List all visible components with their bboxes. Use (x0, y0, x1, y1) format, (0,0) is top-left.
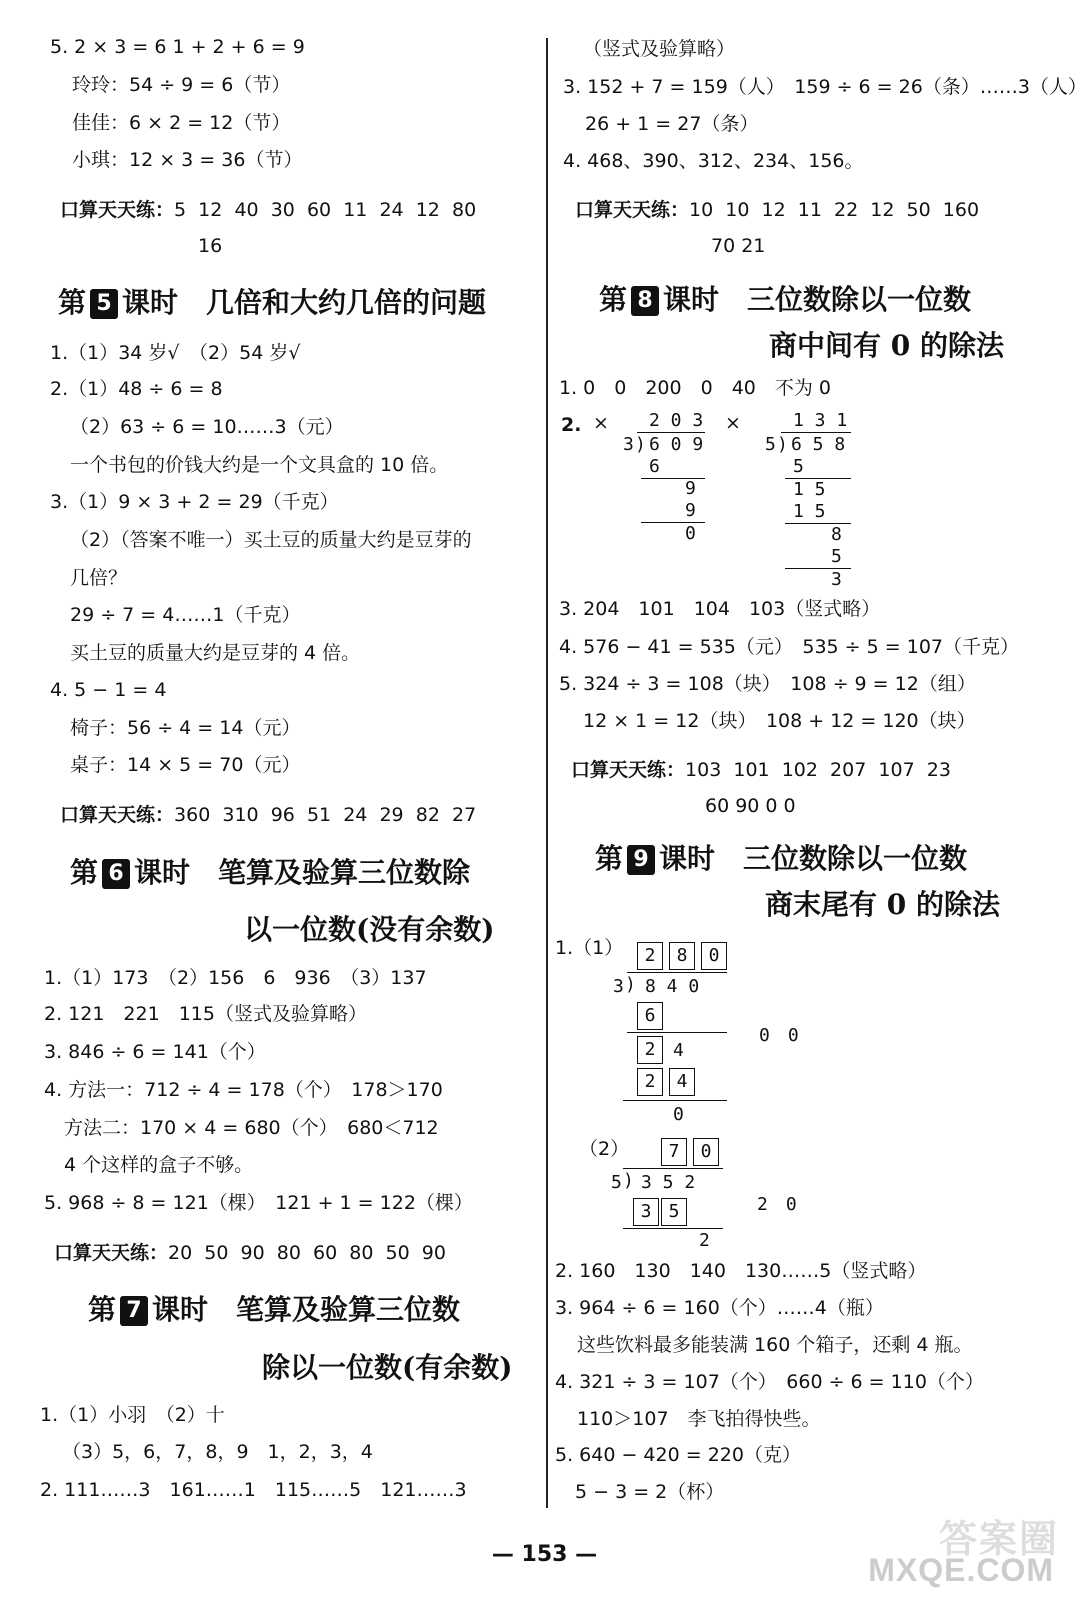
answer-box: 2 (637, 1068, 663, 1096)
step-line (623, 1228, 723, 1229)
left-column (40, 0, 540, 1540)
question-number: （2） (579, 1138, 630, 1160)
lesson-number-badge: 6 (102, 859, 130, 889)
oral-practice-values: 60 90 0 0 (705, 795, 796, 817)
column-divider (546, 38, 548, 1508)
answer-box: 2 (637, 1036, 663, 1064)
quotient: 2 0 3 (649, 410, 704, 431)
heading-prefix: 第 (70, 856, 99, 889)
section-heading (599, 282, 971, 318)
section-heading (595, 841, 967, 877)
answer-line: 方法二：170 × 4 = 680（个） 680＜712 (64, 1117, 439, 1139)
dividend: 6 5 8 (791, 434, 846, 455)
answer-box: 2 (637, 942, 663, 970)
answer-line: 4. 576 − 41 = 535（元） 535 ÷ 5 = 107（千克） (559, 636, 1019, 658)
answer-line: 佳佳：6 × 2 = 12（节） (72, 112, 291, 134)
answer-line: 1. 0 0 200 0 40 不为 0 (559, 377, 832, 399)
lesson-number-badge: 7 (120, 1296, 148, 1326)
lesson-number-badge: 9 (627, 845, 655, 875)
division-bar (623, 1168, 723, 1169)
oral-practice-values: 103 101 102 207 107 23 (685, 759, 951, 781)
oral-practice (54, 1240, 446, 1266)
dividend: 8 4 0 (645, 976, 700, 997)
answer-line: （2）（答案不唯一）买土豆的质量大约是豆芽的 (70, 529, 472, 551)
answer-box: 5 (661, 1198, 687, 1226)
answer-line: 5. 640 − 420 = 220（克） (555, 1444, 801, 1466)
heading-title-line2: 以一位数(没有余数) (244, 913, 495, 946)
right-column (555, 0, 1087, 1540)
heading-title-line2: 除以一位数(有余数) (262, 1351, 513, 1384)
answer-line: 26 + 1 = 27（条） (585, 113, 759, 135)
heading-title: 课时 笔算及验算三位数除 (134, 856, 471, 889)
dividend: 6 0 9 (649, 434, 704, 455)
answer-box: 3 (633, 1198, 659, 1226)
answer-line: 2. 111……3 161……1 115……5 121……3 (40, 1479, 467, 1501)
bracket: ) (777, 434, 788, 455)
bracket: ) (635, 434, 646, 455)
heading-prefix: 第 (599, 283, 628, 316)
answer-line: 5. 324 ÷ 3 = 108（块） 108 ÷ 9 = 12（组） (559, 673, 976, 695)
answer-line: 这些饮料最多能装满 160 个箱子，还剩 4 瓶。 (577, 1334, 973, 1356)
step-value: 5 (831, 546, 842, 567)
answer-line: 4. 468、390、312、234、156。 (563, 150, 864, 172)
heading-prefix: 第 (58, 286, 87, 319)
answer-line: 4. 方法一：712 ÷ 4 = 178（个） 178＞170 (44, 1079, 443, 1101)
question-number: 2. (561, 414, 582, 436)
step-value: 0 (673, 1104, 684, 1125)
step-value: 8 (831, 524, 842, 545)
answer-box: 6 (637, 1002, 663, 1030)
answer-line: 29 ÷ 7 = 4……1（千克） (70, 604, 301, 626)
answer-line: 2. 121 221 115（竖式及验算略） (44, 1003, 367, 1025)
answer-box: 8 (669, 942, 695, 970)
oral-practice-values: 70 21 (711, 235, 766, 257)
answer-line: 12 × 1 = 12（块） 108 + 12 = 120（块） (583, 710, 976, 732)
answer-line: 买土豆的质量大约是豆芽的 4 倍。 (70, 642, 361, 664)
step-value: 3 (831, 569, 842, 590)
answer-line: （竖式及验算略） (583, 38, 736, 60)
heading-title: 课时 三位数除以一位数 (659, 842, 968, 875)
step-value: 4 (673, 1040, 684, 1061)
answer-box: 0 (701, 942, 727, 970)
step-line (623, 1100, 727, 1101)
heading-prefix: 第 (88, 1293, 117, 1326)
answer-line: 5 − 3 = 2（杯） (575, 1481, 725, 1503)
step-value: 9 (685, 500, 696, 521)
question-number: 1.（1） (555, 937, 624, 959)
oral-practice-label: 口算天天练： (54, 1242, 169, 1264)
heading-title-line2: 商中间有 0 的除法 (769, 329, 1004, 362)
answer-box: 7 (661, 1138, 687, 1166)
answer-line: 玲玲：54 ÷ 9 = 6（节） (72, 74, 291, 96)
oral-practice (60, 802, 476, 828)
divisor: 5 (765, 434, 776, 455)
answer-line: （3）5，6，7，8，9 1，2，3，4 (62, 1441, 373, 1463)
step-value: 1 5 (793, 479, 826, 500)
dividend: 3 5 2 (641, 1172, 696, 1193)
heading-title-line2: 商末尾有 0 的除法 (765, 888, 1000, 921)
answer-line: 4 个这样的盒子不够。 (64, 1154, 254, 1176)
answer-line: 几倍？ (70, 567, 128, 589)
step-value: 1 5 (793, 501, 826, 522)
divisor: 5 (611, 1172, 622, 1193)
answer-line: 1.（1）34 岁√ （2）54 岁√ (50, 342, 301, 364)
step-value: 6 (649, 456, 660, 477)
oral-practice-values: 360 310 96 51 24 29 82 27 (174, 804, 477, 826)
answer-line: 4. 5 − 1 = 4 (50, 679, 167, 701)
answer-box: 0 (693, 1138, 719, 1166)
quotient: 1 3 1 (793, 410, 848, 431)
oral-practice-label: 口算天天练： (60, 804, 175, 826)
answer-box: 4 (669, 1068, 695, 1096)
answer-line: 2.（1）48 ÷ 6 = 8 (50, 378, 223, 400)
oral-practice (575, 197, 979, 223)
lesson-number-badge: 5 (90, 289, 118, 319)
bracket: ) (623, 1170, 634, 1191)
answer-line: （2）63 ÷ 6 = 10……3（元） (70, 416, 344, 438)
oral-practice-label: 口算天天练： (575, 199, 690, 221)
divisor: 3 (613, 976, 624, 997)
section-heading (58, 285, 486, 321)
answer-line: 小琪：12 × 3 = 36（节） (72, 149, 303, 171)
heading-title: 课时 笔算及验算三位数 (152, 1293, 461, 1326)
step-value: 5 (793, 456, 804, 477)
heading-title: 课时 三位数除以一位数 (663, 283, 972, 316)
cross-mark: × (725, 412, 741, 434)
oral-practice-label: 口算天天练： (571, 759, 686, 781)
answer-line: 2. 160 130 140 130……5（竖式略） (555, 1260, 927, 1282)
lesson-number-badge: 8 (631, 286, 659, 316)
division-bar (627, 972, 727, 973)
section-heading (70, 855, 470, 891)
answer-line: 5. 968 ÷ 8 = 121（棵） 121 + 1 = 122（棵） (44, 1192, 473, 1214)
step-line (627, 1032, 727, 1033)
answer-line: 5. 2 × 3 = 6 1 + 2 + 6 = 9 (50, 36, 305, 58)
watermark-url: MXQE.COM (868, 1552, 1054, 1588)
cross-mark: × (593, 412, 609, 434)
section-heading (88, 1292, 460, 1328)
answer-line: 4. 321 ÷ 3 = 107（个） 660 ÷ 6 = 110（个） (555, 1371, 984, 1393)
bracket: ) (625, 974, 636, 995)
answer-line: 3. 964 ÷ 6 = 160（个）……4（瓶） (555, 1297, 884, 1319)
answer-line: 一个书包的价钱大约是一个文具盒的 10 倍。 (70, 454, 449, 476)
oral-practice-values: 5 12 40 30 60 11 24 12 80 (174, 199, 477, 221)
side-values: 2 0 (757, 1194, 797, 1215)
answer-line: 3. 204 101 104 103（竖式略） (559, 598, 881, 620)
answer-line: 椅子：56 ÷ 4 = 14（元） (70, 717, 301, 739)
answer-line: 3.（1）9 × 3 + 2 = 29（千克） (50, 491, 339, 513)
page-number: — 153 — (491, 1542, 598, 1567)
step-value: 0 (685, 523, 696, 544)
answer-line: 110＞107 李飞拍得快些。 (577, 1408, 821, 1430)
answer-line: 3. 152 + 7 = 159（人） 159 ÷ 6 = 26（条）……3（人） (563, 76, 1087, 98)
heading-prefix: 第 (595, 842, 624, 875)
divisor: 3 (623, 434, 634, 455)
oral-practice-values: 20 50 90 80 60 80 50 90 (168, 1242, 446, 1264)
side-values: 0 0 (759, 1025, 799, 1046)
oral-practice (60, 197, 476, 223)
answer-line: 桌子：14 × 5 = 70（元） (70, 754, 301, 776)
heading-title: 课时 几倍和大约几倍的问题 (122, 286, 487, 319)
oral-practice-label: 口算天天练： (60, 199, 175, 221)
step-value: 2 (699, 1230, 710, 1251)
watermark-logo: 答案圈 (938, 1519, 1059, 1561)
step-value: 9 (685, 478, 696, 499)
answer-line: 1.（1）小羽 （2）十 (40, 1404, 225, 1426)
answer-line: 3. 846 ÷ 6 = 141（个） (44, 1041, 266, 1063)
division-bar (781, 432, 851, 433)
oral-practice (571, 757, 951, 783)
division-bar (637, 432, 705, 433)
answer-line: 1.（1）173 （2）156 6 936 （3）137 (44, 967, 427, 989)
oral-practice-values: 10 10 12 11 22 12 50 160 (689, 199, 980, 221)
oral-practice-values: 16 (198, 235, 223, 257)
